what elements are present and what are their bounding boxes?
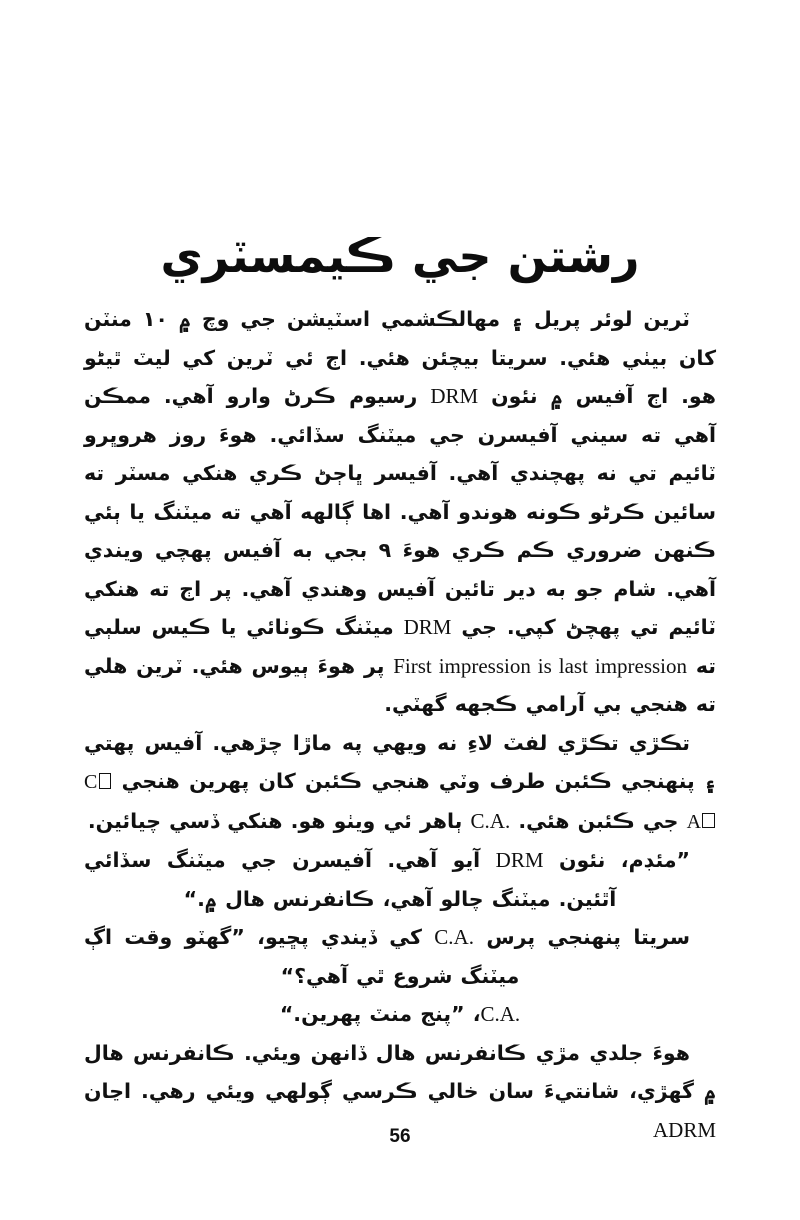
tofu-box-icon (99, 773, 111, 789)
paragraph: سريتا پنهنجي پرس C.A. کي ڏيندي پڇيو، ”گهٽو وقت اڳ ميٽنگ شروع ٿي آهي؟“ (84, 925, 690, 988)
paragraph: هوءَ جلدي مڙي ڪانفرنس هال ڏانهن ويئي. ڪانفرنس هال ۾ گهڙي، شانتيءَ سان خالي ڪرسي ڳولهي ويئي رهي. اڃان ADRM (84, 1040, 716, 1142)
latin-run: DRM (495, 848, 544, 872)
latin-run: C.A. (470, 808, 511, 833)
latin-run: DRM (430, 384, 479, 408)
latin-run: First impression is last impression (393, 653, 688, 678)
latin-run: ADRM (652, 1117, 716, 1142)
page-title: رشتن جي ڪيمسٽري (160, 228, 640, 283)
paragraph: C.A.، ”پنج منٽ پهرين.“ (279, 1002, 521, 1026)
latin-run: DRM (403, 615, 452, 639)
latin-run: C.A. (480, 1002, 521, 1026)
paragraph: ”مئڊم، نئون DRM آيو آهي. آفيسرن جي ميٽنگ سڏائي آٿئين. ميٽنگ چالو آهي، ڪانفرنس هال ۾.“ (84, 848, 690, 911)
page-number: 56 (389, 1126, 411, 1147)
latin-run: C.A. (434, 925, 474, 949)
body-text-block (84, 300, 716, 1149)
tofu-box-icon (702, 813, 714, 829)
paragraph: تڪڙي تڪڙي لفٽ لاءِ نه ويهي په ماڙا چڙهي. آفيس پهتي ۽ پنهنجي ڪئبن طرف وٽي هنجي ڪئبن کان پهرين هنجي CA جي ڪئبن هئي. C.A. ٻاهر ئي ويٺو هو. هنکي ڏسي چيائين. (84, 730, 716, 833)
paragraph: ٽرين لوئر پريل ۽ مهالڪشمي اسٽيشن جي وچ ۾ ١٠ منٽن کان بيٺي هئي. سريتا بيچئن هئي. اڄ ئي ٽرين کي ليٽ ٿيڻو هو. اڄ آفيس ۾ نئون DRM رسيوم ڪرڻ وارو آهي. ممڪن آهي ته سيني آفيسرن جي ميٽنگ سڏائي. هوءَ روز هروڀرو ٽائيم تي نه پهچندي آهي. آفيسر ڀاڄڻ ڪري هنکي مسٽر ته سائين ڪرڻو ڪونه هوندو آهي. اها ڳالهه آهي ته ميٽنگ يا ٻئي ڪنهن ضروري ڪم ڪري هوءَ ٩ بجي به آفيس پهچي ويندي آهي. شام جو به دير تائين آفيس وهندي آهي. پر اڄ ته هنکي ٽائيم تي پهچڻ کپي. جي DRM ميٽنگ ڪوٺائي يا ڪيس سلٻي ته First impression is last impression پر هوءَ ٻيوس هئي. ٽرين هلي ته هنجي بي آرامي ڪجهه گهٽي. (84, 307, 716, 716)
missing-glyph-run: CA (84, 771, 716, 833)
